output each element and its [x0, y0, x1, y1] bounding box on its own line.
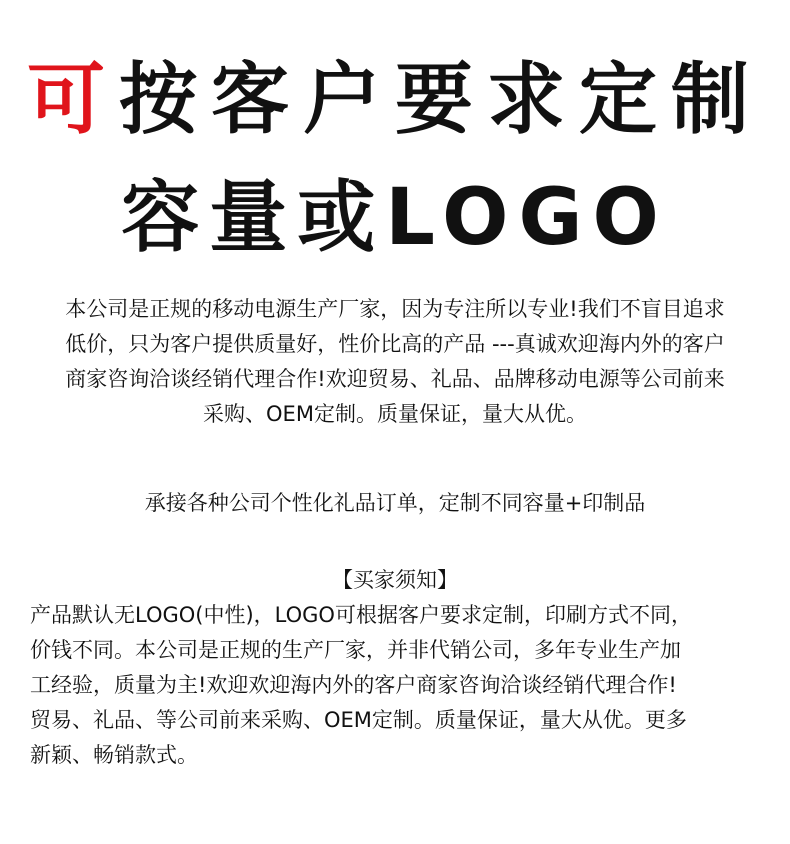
intro-line: 商家咨询洽谈经销代理合作!欢迎贸易、礼品、品牌移动电源等公司前来: [65, 367, 725, 391]
buyer-notice-line: 价钱不同。本公司是正规的生产厂家，并非代销公司，多年专业生产加: [30, 638, 681, 662]
buyer-notice-line: 新颖、畅销款式。: [30, 743, 198, 767]
intro-paragraph: [30, 292, 760, 432]
custom-note-paragraph: [30, 486, 760, 521]
intro-line: 采购、OEM定制。质量保证，量大从优。: [203, 402, 587, 426]
headline-accent-char: 可: [26, 55, 119, 145]
headline-line-2: 容量或LOGO: [121, 173, 669, 263]
buyer-notice-line: 产品默认无LOGO(中性)，LOGO可根据客户要求定制，印刷方式不同，: [30, 603, 692, 627]
intro-line: 本公司是正规的移动电源生产厂家，因为专注所以专业!我们不盲目追求: [65, 297, 725, 321]
headline-line-1: [0, 50, 790, 150]
buyer-notice-line: 贸易、礼品、等公司前来采购、OEM定制。质量保证，量大从优。更多: [30, 708, 687, 732]
headline-line-1-text: 按客户要求定制: [119, 55, 764, 145]
buyer-notice-line: 工经验，质量为主!欢迎欢迎海内外的客户商家咨询洽谈经销代理合作!: [30, 673, 677, 697]
buyer-notice-section: [30, 563, 760, 773]
custom-note-text: 承接各种公司个性化礼品订单，定制不同容量+印制品: [144, 491, 646, 515]
intro-line: 低价，只为客户提供质量好，性价比高的产品 ---真诚欢迎海内外的客户: [65, 332, 725, 356]
buyer-notice-heading: 【买家须知】: [332, 568, 458, 592]
